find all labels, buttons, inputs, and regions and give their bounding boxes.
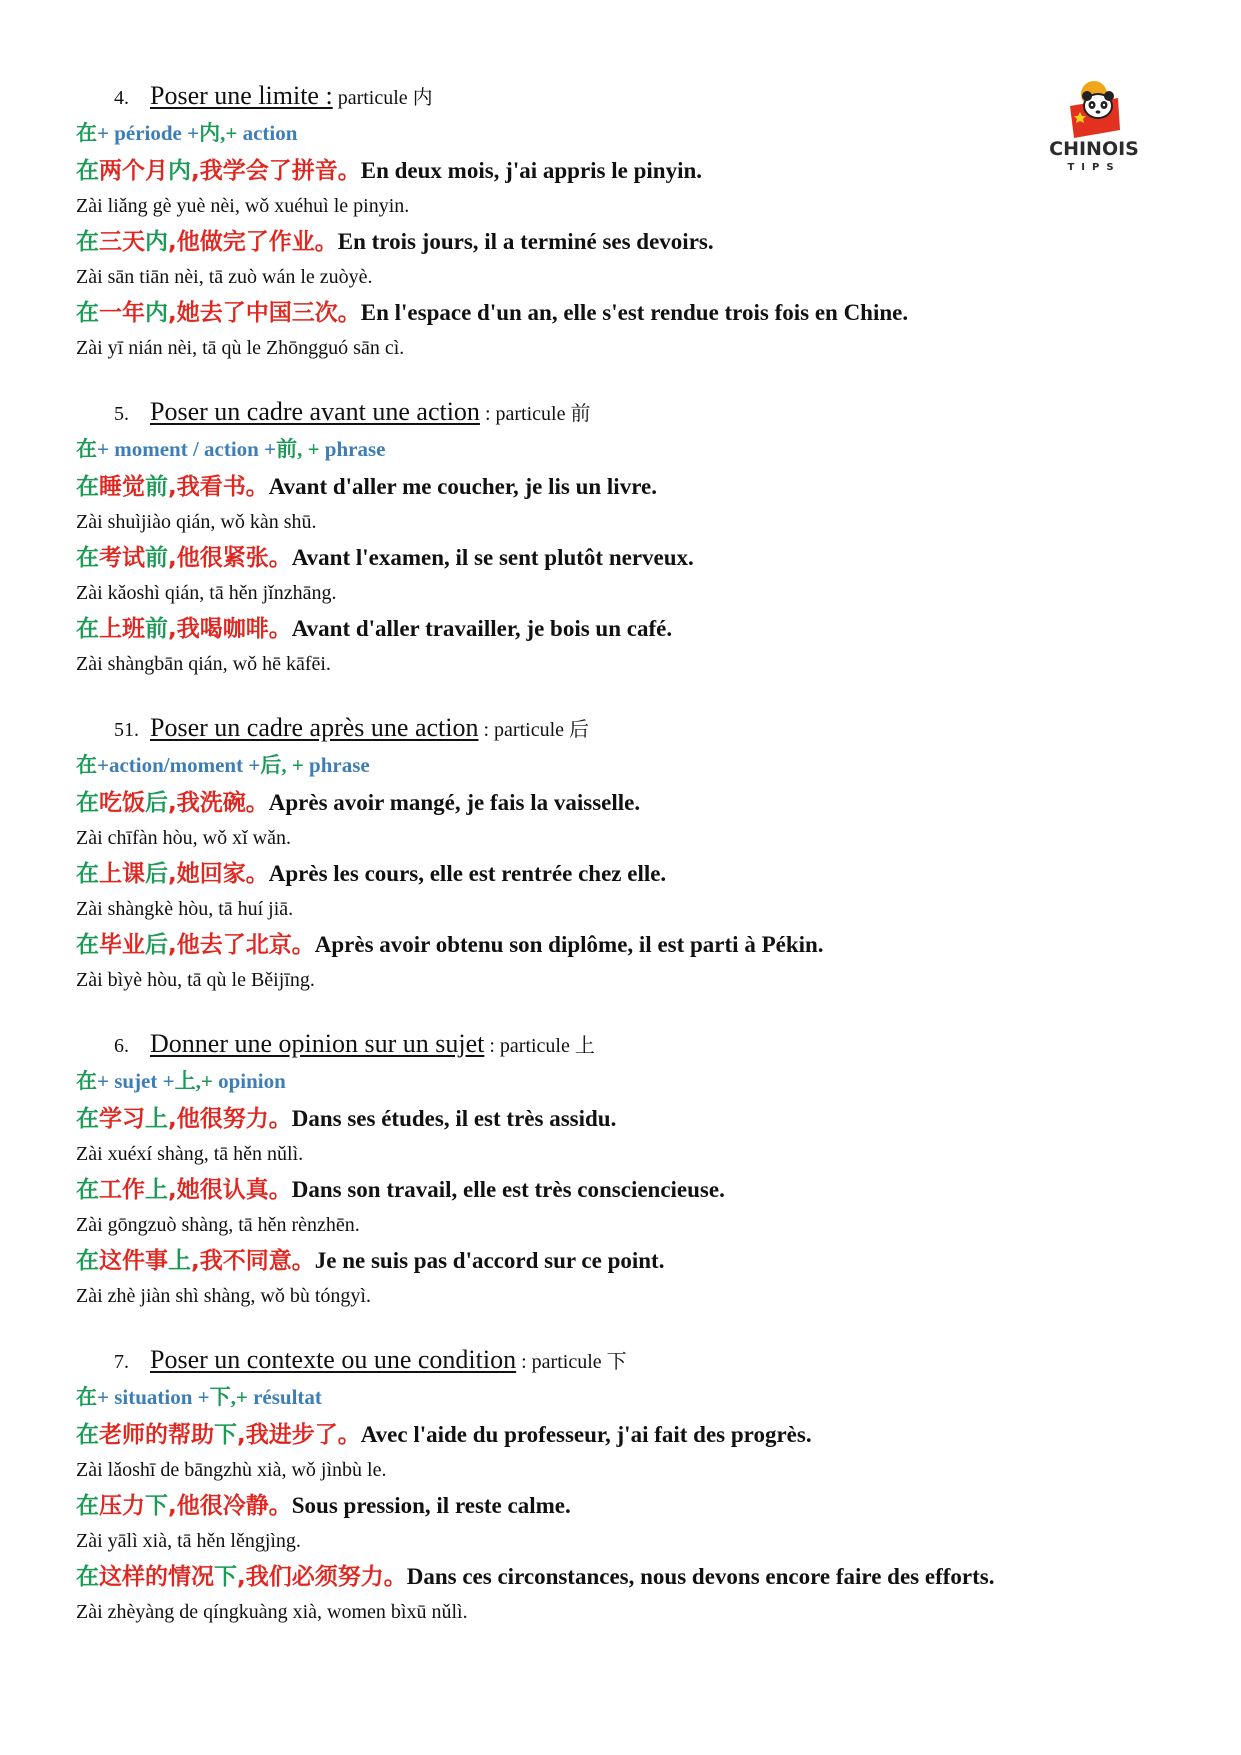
example-sentence <box>76 1100 1136 1138</box>
french-translation: Avant d'aller travailler, je bois un café. <box>291 616 673 641</box>
example-sentence <box>76 1558 1136 1596</box>
chinese-particle: 上 <box>145 1177 168 1203</box>
section-4 <box>76 1024 1136 1313</box>
section-heading <box>76 708 1136 747</box>
example-sentence <box>76 784 1136 822</box>
pinyin-line: Zài xuéxí shàng, tā hěn nǔlì. <box>76 1143 304 1165</box>
example-sentence <box>76 1242 1136 1280</box>
french-translation: Dans son travail, elle est très consciencieuse. <box>291 1177 725 1202</box>
chinese-clause: ,我不同意。 <box>191 1248 315 1274</box>
pattern-element: + période + <box>97 121 200 145</box>
chinese-frame: 毕业 <box>99 932 145 958</box>
section-heading <box>76 1340 1136 1379</box>
pattern-result: action <box>237 121 298 145</box>
chinese-sentence <box>76 158 361 184</box>
chinese-clause: ,他很努力。 <box>168 1106 292 1132</box>
zai-character: 在 <box>76 861 99 887</box>
chinese-sentence <box>76 545 292 571</box>
pattern-element: + moment / action + <box>97 437 277 461</box>
pinyin-line: Zài yālì xià, tā hěn lěngjìng. <box>76 1530 301 1552</box>
pattern-particle: 后 <box>260 753 282 777</box>
pattern-comma: ,+ <box>220 121 238 145</box>
french-translation: Avant l'examen, il se sent plutôt nerveux. <box>291 545 694 570</box>
example-sentence <box>76 539 1136 577</box>
pinyin-line: Zài kǎoshì qián, tā hěn jǐnzhāng. <box>76 582 337 604</box>
chinese-sentence <box>76 1422 361 1448</box>
french-translation: En l'espace d'un an, elle s'est rendue trois fois en Chine. <box>360 300 909 325</box>
pattern-result: phrase <box>303 753 370 777</box>
section-particle: : particule 上 <box>484 1035 595 1057</box>
chinese-sentence <box>76 616 292 642</box>
french-translation: Avant d'aller me coucher, je lis un livre. <box>268 474 657 499</box>
pattern-particle: 下 <box>209 1385 231 1409</box>
document-body <box>76 76 1136 1656</box>
section-heading <box>76 1024 1136 1063</box>
chinese-frame: 这样的情况 <box>99 1564 214 1590</box>
french-translation: Dans ses études, il est très assidu. <box>291 1106 617 1131</box>
chinese-frame: 两个月 <box>99 158 168 184</box>
section-3 <box>76 708 1136 997</box>
chinese-sentence <box>76 1106 292 1132</box>
pattern-element: + sujet + <box>97 1069 175 1093</box>
logo-brand-text: CHINOIS <box>1049 138 1139 160</box>
chinese-frame: 睡觉 <box>99 474 145 500</box>
section-title: Poser un contexte ou une condition <box>150 1345 517 1374</box>
chinese-particle: 后 <box>145 861 168 887</box>
pattern-result: opinion <box>212 1069 286 1093</box>
french-translation: Après les cours, elle est rentrée chez elle. <box>268 861 667 886</box>
pattern-zai: 在 <box>76 437 97 461</box>
chinese-clause: ,他很冷静。 <box>168 1493 292 1519</box>
chinese-sentence <box>76 474 269 500</box>
french-translation: Après avoir obtenu son diplôme, il est parti à Pékin. <box>314 932 824 957</box>
chinese-frame: 上班 <box>99 616 145 642</box>
pattern-comma: , + <box>281 753 304 777</box>
pattern-particle: 内 <box>199 121 221 145</box>
zai-character: 在 <box>76 545 99 571</box>
chinese-particle: 下 <box>214 1422 237 1448</box>
example-sentence <box>76 855 1136 893</box>
zai-character: 在 <box>76 300 99 326</box>
example-sentence <box>76 223 1136 261</box>
example-sentence <box>76 152 1136 190</box>
example-sentence <box>76 294 1136 332</box>
chinese-clause: ,我进步了。 <box>237 1422 361 1448</box>
structure-pattern <box>76 431 1136 468</box>
example-sentence <box>76 1171 1136 1209</box>
example-sentence <box>76 468 1136 506</box>
chinese-clause: ,她很认真。 <box>168 1177 292 1203</box>
chinese-particle: 前 <box>145 616 168 642</box>
zai-character: 在 <box>76 1106 99 1132</box>
chinese-sentence <box>76 1248 315 1274</box>
pinyin-line: Zài liǎng gè yuè nèi, wǒ xuéhuì le pinyin. <box>76 195 410 217</box>
pattern-zai: 在 <box>76 1069 97 1093</box>
example-sentence <box>76 1487 1136 1525</box>
chinese-particle: 前 <box>145 474 168 500</box>
pattern-particle: 前 <box>276 437 298 461</box>
chinese-particle: 后 <box>145 790 168 816</box>
pinyin-line: Zài zhè jiàn shì shàng, wǒ bù tóngyì. <box>76 1285 371 1307</box>
pinyin-line: Zài zhèyàng de qíngkuàng xià, women bìxū nǔlì. <box>76 1601 468 1623</box>
logo-sub-text: TIPS <box>1067 162 1121 173</box>
pinyin-line: Zài shuìjiào qián, wǒ kàn shū. <box>76 511 317 533</box>
section-heading <box>76 392 1136 431</box>
section-2 <box>76 392 1136 681</box>
chinese-sentence <box>76 932 315 958</box>
chinese-frame: 工作 <box>99 1177 145 1203</box>
chinese-clause: ,我看书。 <box>168 474 269 500</box>
chinese-frame: 学习 <box>99 1106 145 1132</box>
chinese-clause: ,我学会了拼音。 <box>191 158 361 184</box>
pinyin-line: Zài shàngbān qián, wǒ hē kāfēi. <box>76 653 331 675</box>
zai-character: 在 <box>76 932 99 958</box>
zai-character: 在 <box>76 474 99 500</box>
chinese-particle: 下 <box>214 1564 237 1590</box>
chinese-particle: 前 <box>145 545 168 571</box>
chinese-sentence <box>76 790 269 816</box>
chinese-clause: ,他去了北京。 <box>168 932 315 958</box>
section-title: Poser un cadre avant une action <box>150 397 480 426</box>
chinese-clause: ,我喝咖啡。 <box>168 616 292 642</box>
chinese-frame: 老师的帮助 <box>99 1422 214 1448</box>
zai-character: 在 <box>76 1422 99 1448</box>
pattern-comma: , + <box>297 437 320 461</box>
zai-character: 在 <box>76 1248 99 1274</box>
section-number: 7. <box>114 1351 129 1373</box>
chinese-clause: ,我洗碗。 <box>168 790 269 816</box>
chinese-clause: ,他做完了作业。 <box>168 229 338 255</box>
chinese-particle: 内 <box>168 158 191 184</box>
pinyin-line: Zài lǎoshī de bāngzhù xià, wǒ jìnbù le. <box>76 1459 387 1481</box>
chinese-particle: 上 <box>168 1248 191 1274</box>
pinyin-line: Zài bìyè hòu, tā qù le Běijīng. <box>76 969 315 991</box>
section-particle: : particule 前 <box>479 403 591 425</box>
french-translation: En deux mois, j'ai appris le pinyin. <box>360 158 702 183</box>
pinyin-line: Zài sān tiān nèi, tā zuò wán le zuòyè. <box>76 266 373 288</box>
section-particle: : particule 下 <box>516 1351 627 1373</box>
chinese-particle: 上 <box>145 1106 168 1132</box>
chinese-frame: 考试 <box>99 545 145 571</box>
pinyin-line: Zài gōngzuò shàng, tā hěn rènzhēn. <box>76 1214 360 1236</box>
pinyin-line: Zài chīfàn hòu, wǒ xǐ wǎn. <box>76 827 291 849</box>
chinese-sentence <box>76 229 338 255</box>
section-title: Poser une limite : <box>150 81 333 110</box>
pattern-particle: 上 <box>174 1069 196 1093</box>
chinese-sentence <box>76 1493 292 1519</box>
french-translation: Après avoir mangé, je fais la vaisselle. <box>268 790 641 815</box>
structure-pattern <box>76 1379 1136 1416</box>
section-particle: particule 内 <box>332 87 433 109</box>
section-number: 6. <box>114 1035 129 1057</box>
section-title: Poser un cadre après une action <box>150 713 479 742</box>
pattern-result: phrase <box>319 437 386 461</box>
french-translation: Sous pression, il reste calme. <box>291 1493 571 1518</box>
chinese-frame: 吃饭 <box>99 790 145 816</box>
section-particle: : particule 后 <box>478 719 590 741</box>
french-translation: Avec l'aide du professeur, j'ai fait des progrès. <box>360 1422 812 1447</box>
pattern-zai: 在 <box>76 121 97 145</box>
french-translation: Dans ces circonstances, nous devons encore faire des efforts. <box>406 1564 995 1589</box>
zai-character: 在 <box>76 790 99 816</box>
example-sentence <box>76 610 1136 648</box>
section-number: 4. <box>114 87 129 109</box>
chinese-frame: 上课 <box>99 861 145 887</box>
pattern-zai: 在 <box>76 1385 97 1409</box>
section-heading <box>76 76 1136 115</box>
zai-character: 在 <box>76 1493 99 1519</box>
pattern-element: + situation + <box>97 1385 210 1409</box>
chinese-frame: 压力 <box>99 1493 145 1519</box>
chinese-clause: ,我们必须努力。 <box>237 1564 407 1590</box>
chinese-sentence <box>76 861 269 887</box>
chinese-frame: 一年 <box>99 300 145 326</box>
section-1 <box>76 76 1136 365</box>
chinese-sentence <box>76 300 361 326</box>
pattern-result: résultat <box>247 1385 322 1409</box>
section-5 <box>76 1340 1136 1629</box>
example-sentence <box>76 1416 1136 1454</box>
zai-character: 在 <box>76 1177 99 1203</box>
structure-pattern <box>76 747 1136 784</box>
pinyin-line: Zài shàngkè hòu, tā huí jiā. <box>76 898 294 920</box>
chinese-frame: 这件事 <box>99 1248 168 1274</box>
chinese-sentence <box>76 1177 292 1203</box>
zai-character: 在 <box>76 616 99 642</box>
zai-character: 在 <box>76 1564 99 1590</box>
example-sentence <box>76 926 1136 964</box>
chinese-frame: 三天 <box>99 229 145 255</box>
pattern-comma: ,+ <box>230 1385 248 1409</box>
section-number: 5. <box>114 403 129 425</box>
chinese-particle: 内 <box>145 300 168 326</box>
chinese-clause: ,她去了中国三次。 <box>168 300 361 326</box>
zai-character: 在 <box>76 158 99 184</box>
zai-character: 在 <box>76 229 99 255</box>
pattern-element: +action/moment + <box>97 753 261 777</box>
chinese-sentence <box>76 1564 407 1590</box>
french-translation: Je ne suis pas d'accord sur ce point. <box>314 1248 665 1273</box>
chinese-clause: ,他很紧张。 <box>168 545 292 571</box>
structure-pattern <box>76 115 1136 152</box>
structure-pattern <box>76 1063 1136 1100</box>
chinese-particle: 下 <box>145 1493 168 1519</box>
chinese-particle: 内 <box>145 229 168 255</box>
section-number: 51. <box>114 719 139 741</box>
pinyin-line: Zài yī nián nèi, tā qù le Zhōngguó sān cì. <box>76 337 405 359</box>
chinese-clause: ,她回家。 <box>168 861 269 887</box>
pattern-comma: ,+ <box>195 1069 213 1093</box>
chinese-particle: 后 <box>145 932 168 958</box>
pattern-zai: 在 <box>76 753 97 777</box>
section-title: Donner une opinion sur un sujet <box>150 1029 485 1058</box>
french-translation: En trois jours, il a terminé ses devoirs. <box>337 229 714 254</box>
